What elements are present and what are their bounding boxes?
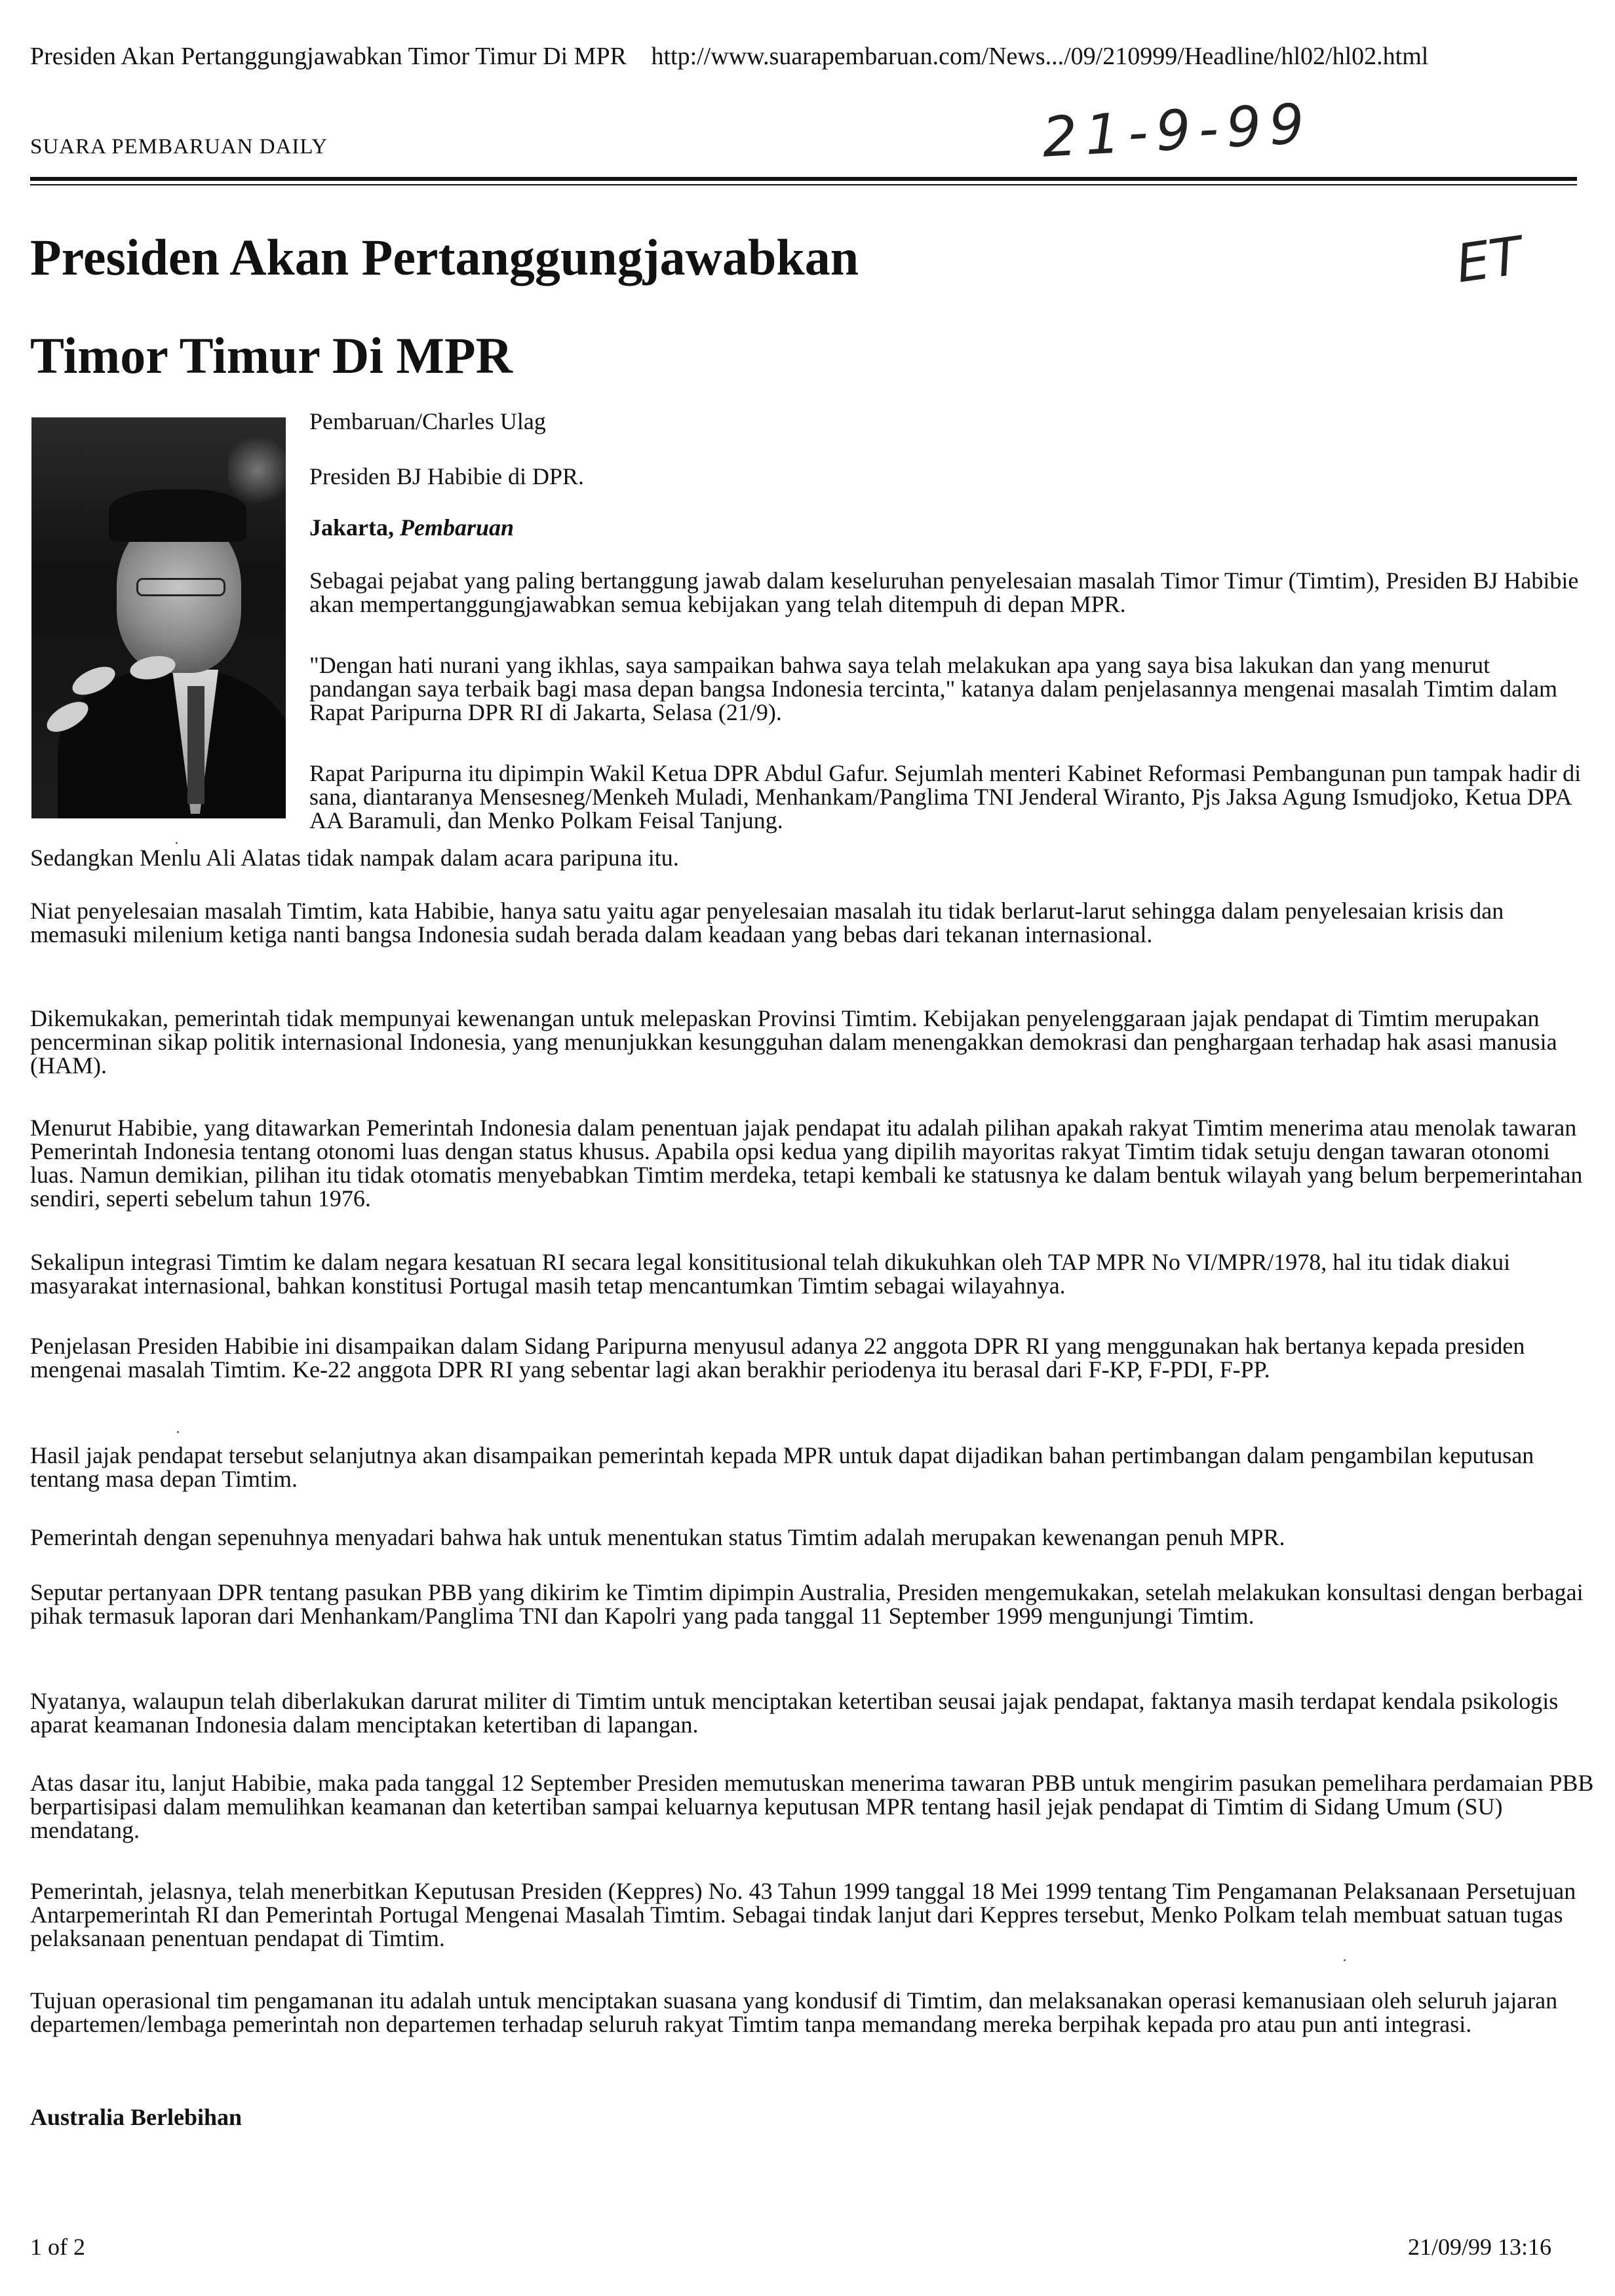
scan-speck xyxy=(176,842,178,844)
paragraph: Pemerintah, jelasnya, telah menerbitkan Keputusan Presiden (Keppres) No. 43 Tahun 1999 tanggal 18 Mei 1999 tentang Tim Pengamanan Pelaksanaan Persetujuan Antarpemerintah RI dan Pemerintah Portugal Mengenai Masalah Timtim. Sebagai tindak lanjut dari Keppres tersebut, Menko Polkam telah membuat satuan tugas pelaksanaan penentuan pendapat di Timtim. xyxy=(30,1878,1576,1951)
photo-glasses xyxy=(136,578,225,596)
photo-cap xyxy=(109,489,246,542)
print-header xyxy=(30,42,1590,71)
newspaper-name: SUARA PEMBARUAN DAILY xyxy=(30,135,328,159)
scan-speck xyxy=(177,1431,179,1433)
dateline xyxy=(309,514,514,541)
paragraph: Penjelasan Presiden Habibie ini disampaikan dalam Sidang Paripurna menyusul adanya 22 anggota DPR RI yang menggunakan hak bertanya kepada presiden mengenai masalah Timtim. Ke-22 anggota DPR RI yang sebentar lagi akan berakhir periodenya itu berasal dari F-KP, F-PDI, F-PP. xyxy=(30,1333,1525,1383)
scan-speck xyxy=(1344,1959,1346,1961)
photo-caption: Presiden BJ Habibie di DPR. xyxy=(309,463,584,489)
paragraph: Tujuan operasional tim pengamanan itu adalah untuk menciptakan suasana yang kondusif di Timtim, dan melaksanakan operasi kemanusiaan oleh seluruh jajaran departemen/lembaga pemerintah non departemen terhadap seluruh rakyat Timtim tanpa memandang mereka berpihak kepada pro atau pun anti integrasi. xyxy=(30,1987,1558,2037)
paragraph: Sekalipun integrasi Timtim ke dalam negara kesatuan RI secara legal konsititusional telah dikukuhkan oleh TAP MPR No VI/MPR/1978, hal itu tidak diakui masyarakat internasional, bahkan konstitusi Portugal masih tetap mencantumkan Timtim sebagai wilayahnya. xyxy=(30,1249,1511,1299)
paragraph: Sedangkan Menlu Ali Alatas tidak nampak dalam acara paripuna itu. xyxy=(30,845,679,871)
paragraph: Niat penyelesaian masalah Timtim, kata Habibie, hanya satu yaitu agar penyelesaian masalah itu tidak berlarut-larut sehingga dalam penyelesaian krisis dan memasuki milenium ketiga nanti bangsa Indonesia sudah berada dalam keadaan yang bebas dari tekanan internasional. xyxy=(30,898,1504,947)
page-number: 1 of 2 xyxy=(30,2234,85,2260)
print-header-url: http://www.suarapembaruan.com/News.../09/210999/Headline/hl02/hl02.html xyxy=(651,43,1429,70)
paragraph: Menurut Habibie, yang ditawarkan Pemerintah Indonesia dalam penentuan jajak pendapat itu adalah pilihan apakah rakyat Timtim menerima atau menolak tawaran Pemerintah Indonesia tentang otonomi luas dengan status khusus. Apabila opsi kedua yang dipilih mayoritas rakyat Timtim tidak setuju dengan tawaran otonomi luas. Namun demikian, pilihan itu tidak otomatis menyebabkan Timtim merdeka, tetapi kembali ke statusnya ke dalam bentuk wilayah yang belum berpemerintahan sendiri, seperti sebelum tahun 1976. xyxy=(30,1115,1583,1212)
paragraph: Atas dasar itu, lanjut Habibie, maka pada tanggal 12 September Presiden memutuskan menerima tawaran PBB untuk mengirim pasukan pemelihara perdamaian PBB berpartisipasi dalam memulihkan keamanan dan ketertiban sampai keluarnya keputusan MPR tentang hasil jejak pendapat di Timtim di Sidang Umum (SU) mendatang. xyxy=(30,1770,1594,1843)
header-rule-thin xyxy=(30,184,1577,185)
headline xyxy=(30,208,1407,405)
section-subheading: Australia Berlebihan xyxy=(30,2104,243,2130)
paragraph: Sebagai pejabat yang paling bertanggung jawab dalam keseluruhan penyelesaian masalah Timor Timur (Timtim), Presiden BJ Habibie akan mempertanggungjawabkan semua kebijakan yang telah ditempuh di depan MPR. xyxy=(309,567,1579,617)
header-rule-thick xyxy=(30,177,1577,181)
paragraph: "Dengan hati nurani yang ikhlas, saya sampaikan bahwa saya telah melakukan apa yang saya bisa lakukan dan yang menurut pandangan saya terbaik bagi masa depan bangsa Indonesia tercinta," katanya dalam penjelasannya mengenai masalah Timtim dalam Rapat Paripurna DPR RI di Jakarta, Selasa (21/9). xyxy=(309,652,1558,725)
news-photo xyxy=(31,417,286,818)
photo-glare xyxy=(228,430,286,509)
headline-line-2: Timor Timur Di MPR xyxy=(30,327,513,384)
handwritten-mark: ET xyxy=(1452,225,1526,295)
paragraph: Hasil jajak pendapat tersebut selanjutnya akan disampaikan pemerintah kepada MPR untuk dapat dijadikan bahan pertimbangan dalam pengambilan keputusan tentang masa depan Timtim. xyxy=(30,1442,1534,1492)
paragraph: Dikemukakan, pemerintah tidak mempunyai kewenangan untuk melepaskan Provinsi Timtim. Kebijakan penyelenggaraan jajak pendapat di Timtim merupakan pencerminan sikap politik internasional Indonesia, yang menunjukkan kesungguhan dalam menengakkan demokrasi dan penghargaan terhadap hak asasi manusia (HAM). xyxy=(30,1005,1557,1079)
print-timestamp: 21/09/99 13:16 xyxy=(1408,2234,1552,2260)
print-header-title: Presiden Akan Pertanggungjawabkan Timor Timur Di MPR xyxy=(30,43,627,70)
photo-credit: Pembaruan/Charles Ulag xyxy=(309,408,546,434)
dateline-city: Jakarta, xyxy=(309,514,400,541)
paragraph: Seputar pertanyaan DPR tentang pasukan PBB yang dikirim ke Timtim dipimpin Australia, Presiden mengemukakan, setelah melakukan konsultasi dengan berbagai pihak termasuk laporan dari Menhankam/Panglima TNI dan Kapolri yang pada tanggal 11 September 1999 mengunjungi Timtim. xyxy=(30,1579,1584,1629)
headline-line-1: Presiden Akan Pertanggungjawabkan xyxy=(30,229,859,286)
photo-tie xyxy=(187,686,204,804)
dateline-source: Pembaruan xyxy=(400,514,515,541)
paragraph: Rapat Paripurna itu dipimpin Wakil Ketua DPR Abdul Gafur. Sejumlah menteri Kabinet Reformasi Pembangunan pun tampak hadir di sana, diantaranya Mensesneg/Menkeh Muladi, Menhankam/Panglima TNI Jenderal Wiranto, Pjs Jaksa Agung Ismudjoko, Ketua DPA AA Baramuli, dan Menko Polkam Feisal Tanjung. xyxy=(309,760,1582,833)
paragraph: Pemerintah dengan sepenuhnya menyadari bahwa hak untuk menentukan status Timtim adalah merupakan kewenangan penuh MPR. xyxy=(30,1524,1285,1550)
handwritten-date: 21-9-99 xyxy=(1040,91,1314,170)
paragraph: Nyatanya, walaupun telah diberlakukan darurat militer di Timtim untuk menciptakan ketertiban seusai jajak pendapat, faktanya masih terdapat kendala psikologis aparat keamanan Indonesia dalam menciptakan ketertiban di lapangan. xyxy=(30,1688,1559,1738)
